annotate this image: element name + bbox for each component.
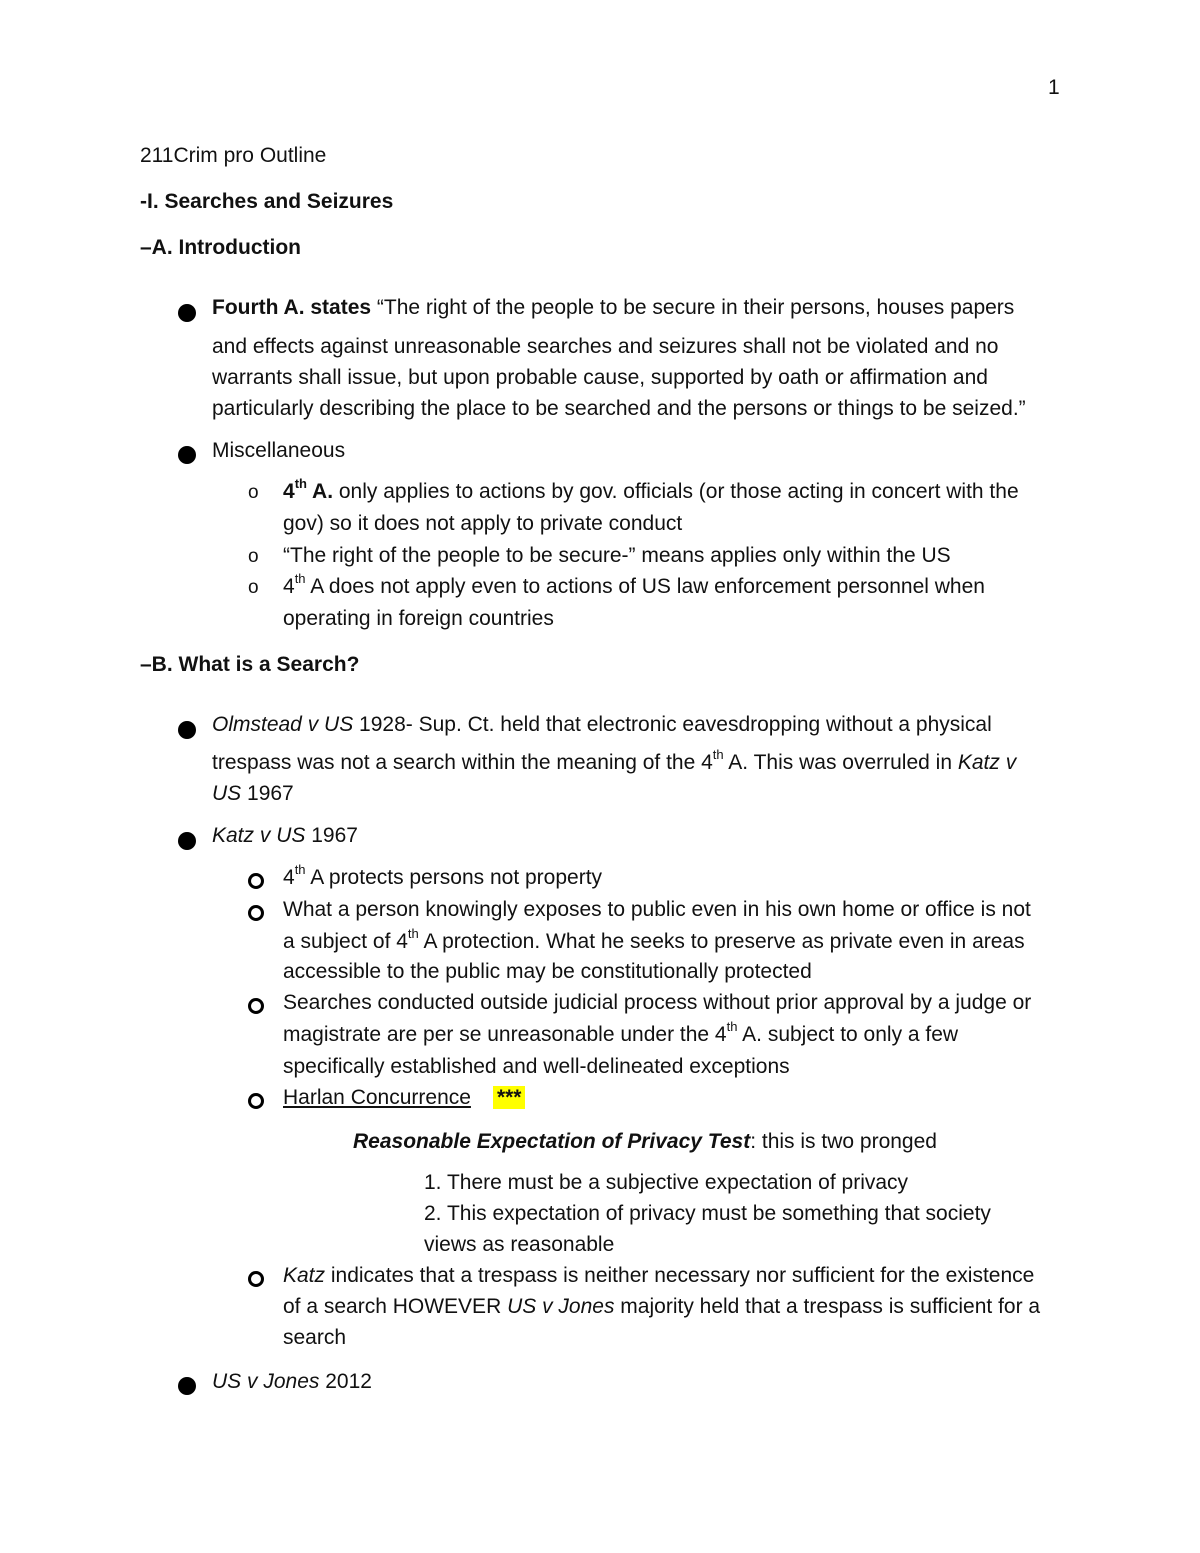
bullet-icon (178, 721, 196, 739)
olmstead-line-1: Olmstead v US 1928- Sup. Ct. held that electronic eavesdropping without a physical (212, 713, 992, 736)
olmstead-line-2: trespass was not a search within the meaning of the 4th A. This was overruled in Katz v (212, 747, 1017, 774)
katz-item-2-cont: a subject of 4th A protection. What he seeks to preserve as private even in areas (283, 926, 1025, 953)
katz-item-2-cont-2: accessible to the public may be constitutionally protected (283, 960, 812, 983)
sub-bullet-icon (248, 873, 264, 889)
highlight-stars: *** (493, 1086, 526, 1109)
miscellaneous-label: Miscellaneous (212, 439, 346, 462)
sub-bullet-icon (248, 1271, 264, 1287)
heading-searches-seizures: -I. Searches and Seizures (140, 190, 394, 213)
fourth-amendment-text: “The right of the people to be secure in their persons, houses papers (371, 296, 1015, 319)
prong-2: 2. This expectation of privacy must be something that society (424, 1202, 991, 1225)
heading-introduction: –A. Introduction (140, 236, 301, 259)
katz-item-5-cont: of a search HOWEVER US v Jones majority held that a trespass is sufficient for a (283, 1295, 1041, 1318)
heading-what-is-search: –B. What is a Search? (140, 653, 360, 676)
reasonable-expectation-test: Reasonable Expectation of Privacy Test: this is two pronged (353, 1130, 937, 1153)
sub-bullet-icon (248, 1093, 264, 1109)
sub-bullet-icon: o (248, 577, 259, 598)
bullet-icon (178, 446, 196, 464)
katz-heading: Katz v US 1967 (212, 824, 358, 847)
katz-item-3-cont: magistrate are per se unreasonable under the 4th A. subject to only a few (283, 1019, 959, 1046)
harlan-concurrence-line: Harlan Concurrence *** (283, 1086, 525, 1110)
misc-item-3: 4th A does not apply even to actions of US law enforcement personnel when (283, 571, 985, 598)
document-title: 211Crim pro Outline (140, 144, 327, 167)
prong-2-cont: views as reasonable (424, 1233, 615, 1256)
olmstead-line-3: US 1967 (212, 782, 294, 805)
misc-item-2: “The right of the people to be secure-” means applies only within the US (283, 544, 951, 567)
misc-item-1-cont: gov) so it does not apply to private conduct (283, 512, 683, 535)
prong-1: 1. There must be a subjective expectation of privacy (424, 1171, 909, 1194)
fourth-amendment-lead: Fourth A. states (212, 296, 372, 319)
misc-item-1: 4th A. only applies to actions by gov. officials (or those acting in concert with the (283, 476, 1019, 503)
katz-item-3: Searches conducted outside judicial process without prior approval by a judge or (283, 991, 1032, 1014)
fourth-amendment-line-2: and effects against unreasonable searches and seizures shall not be violated and no (212, 335, 999, 358)
misc-item-3-cont: operating in foreign countries (283, 607, 554, 630)
fourth-amendment-line-4: particularly describing the place to be searched and the persons or things to be seized.” (212, 397, 1026, 420)
katz-item-1: 4th A protects persons not property (283, 862, 603, 889)
bullet-icon (178, 832, 196, 850)
katz-item-2: What a person knowingly exposes to public even in his own home or office is not (283, 898, 1031, 921)
sub-bullet-icon: o (248, 482, 259, 503)
fourth-amendment-line-1 (212, 296, 1014, 320)
page-number: 1 (1048, 76, 1060, 99)
sub-bullet-icon (248, 998, 264, 1014)
fourth-amendment-line-3: warrants shall issue, but upon probable cause, supported by oath or affirmation and (212, 366, 988, 389)
bullet-icon (178, 304, 196, 322)
bullet-icon (178, 1377, 196, 1395)
sub-bullet-icon: o (248, 546, 259, 567)
katz-item-5: Katz indicates that a trespass is neither necessary nor sufficient for the existence (283, 1264, 1035, 1287)
katz-item-5-cont-2: search (283, 1326, 347, 1349)
katz-item-3-cont-2: specifically established and well-delineated exceptions (283, 1055, 790, 1078)
jones-heading: US v Jones 2012 (212, 1370, 372, 1393)
sub-bullet-icon (248, 905, 264, 921)
